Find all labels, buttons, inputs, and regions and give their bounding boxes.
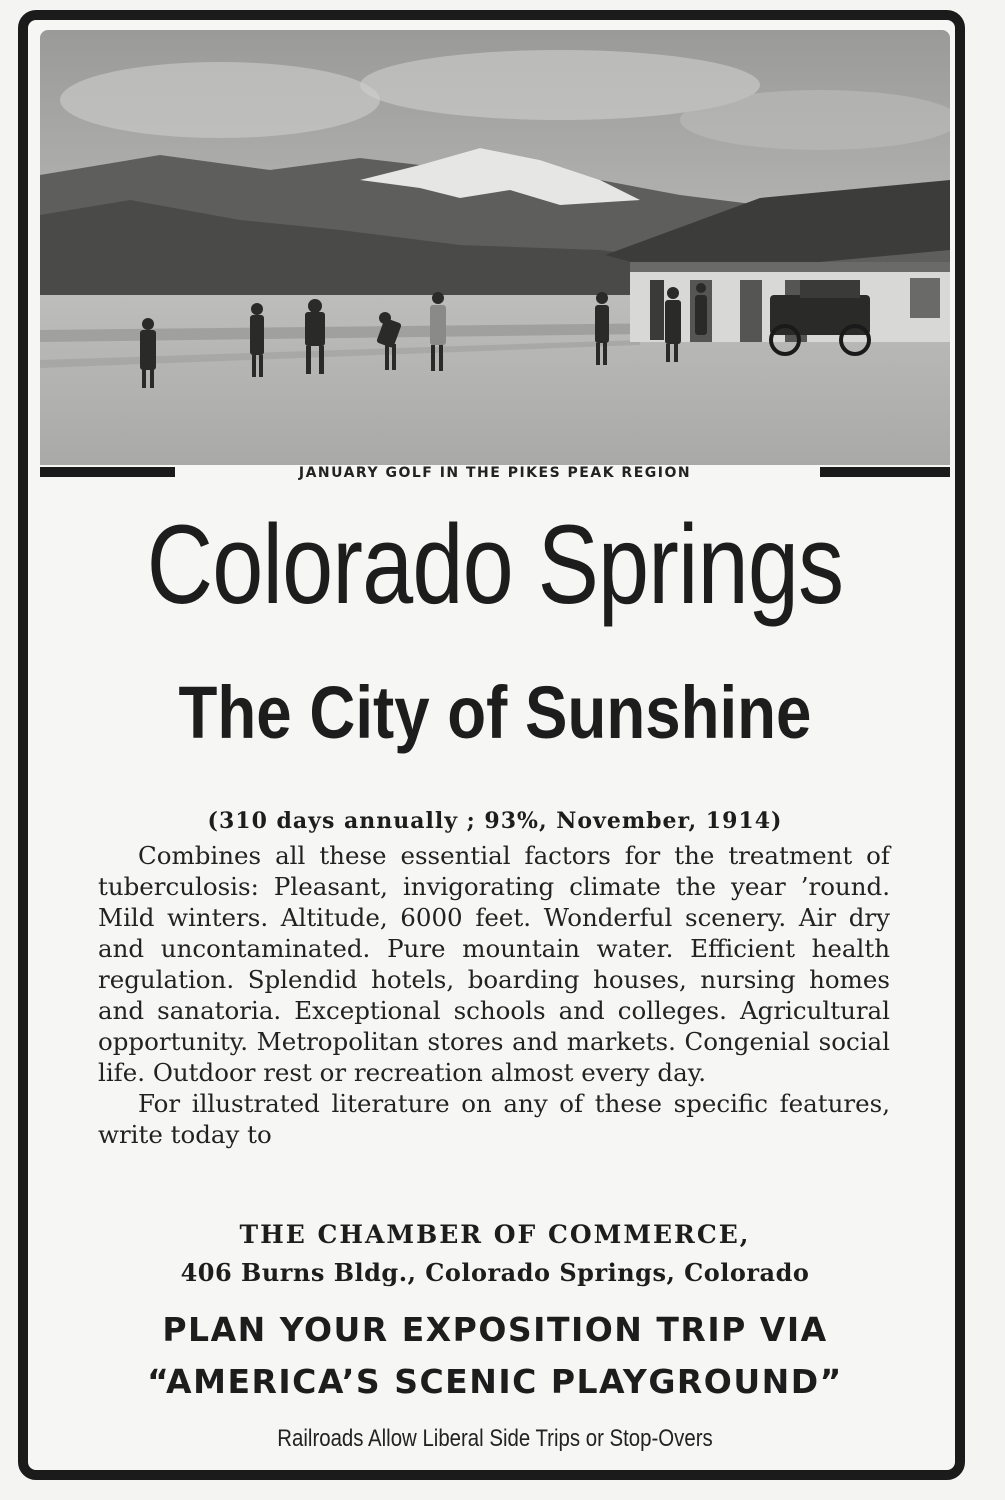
body-paragraph-1: Combines all these essential factors for the treatment of tuberculosis: Pleasant, invigorating climate the year ’round. Mild winters. Altitude, 6000 feet. Wonderful scenery. Air dry and uncontaminated. Pure mountain water. Efficient health regulation. Splendid hotels, boarding houses, nursing homes and sanatoria. Exceptional schools and colleges. Agricultural opportunity. Metropolitan stores and markets. Congenial social life. Outdoor rest or recreation almost every day. (98, 841, 890, 1087)
caption-rule-right (820, 467, 950, 477)
body-paragraph-2: For illustrated literature on any of these specific features, write today to (98, 1089, 890, 1149)
sunshine-stats: (310 days annually ; 93%, November, 1914) (207, 808, 783, 834)
headline-title: Colorado Springs (146, 502, 844, 627)
contact-address: 406 Burns Bldg., Colorado Springs, Colorado (180, 1258, 810, 1287)
photo-caption-bar (40, 465, 950, 483)
slogan-line-1: PLAN YOUR EXPOSITION TRIP VIA (162, 1310, 828, 1349)
headline-subtitle: The City of Sunshine (178, 671, 812, 754)
body-copy (98, 840, 890, 1150)
golf-photograph (40, 30, 950, 465)
photo-caption: JANUARY GOLF IN THE PIKES PEAK REGION (298, 465, 692, 481)
contact-organization: THE CHAMBER OF COMMERCE, (239, 1220, 751, 1249)
footer-note: Railroads Allow Liberal Side Trips or Stop-Overs (277, 1425, 713, 1452)
slogan-line-2: “AMERICA’S SCENIC PLAYGROUND” (147, 1362, 843, 1401)
